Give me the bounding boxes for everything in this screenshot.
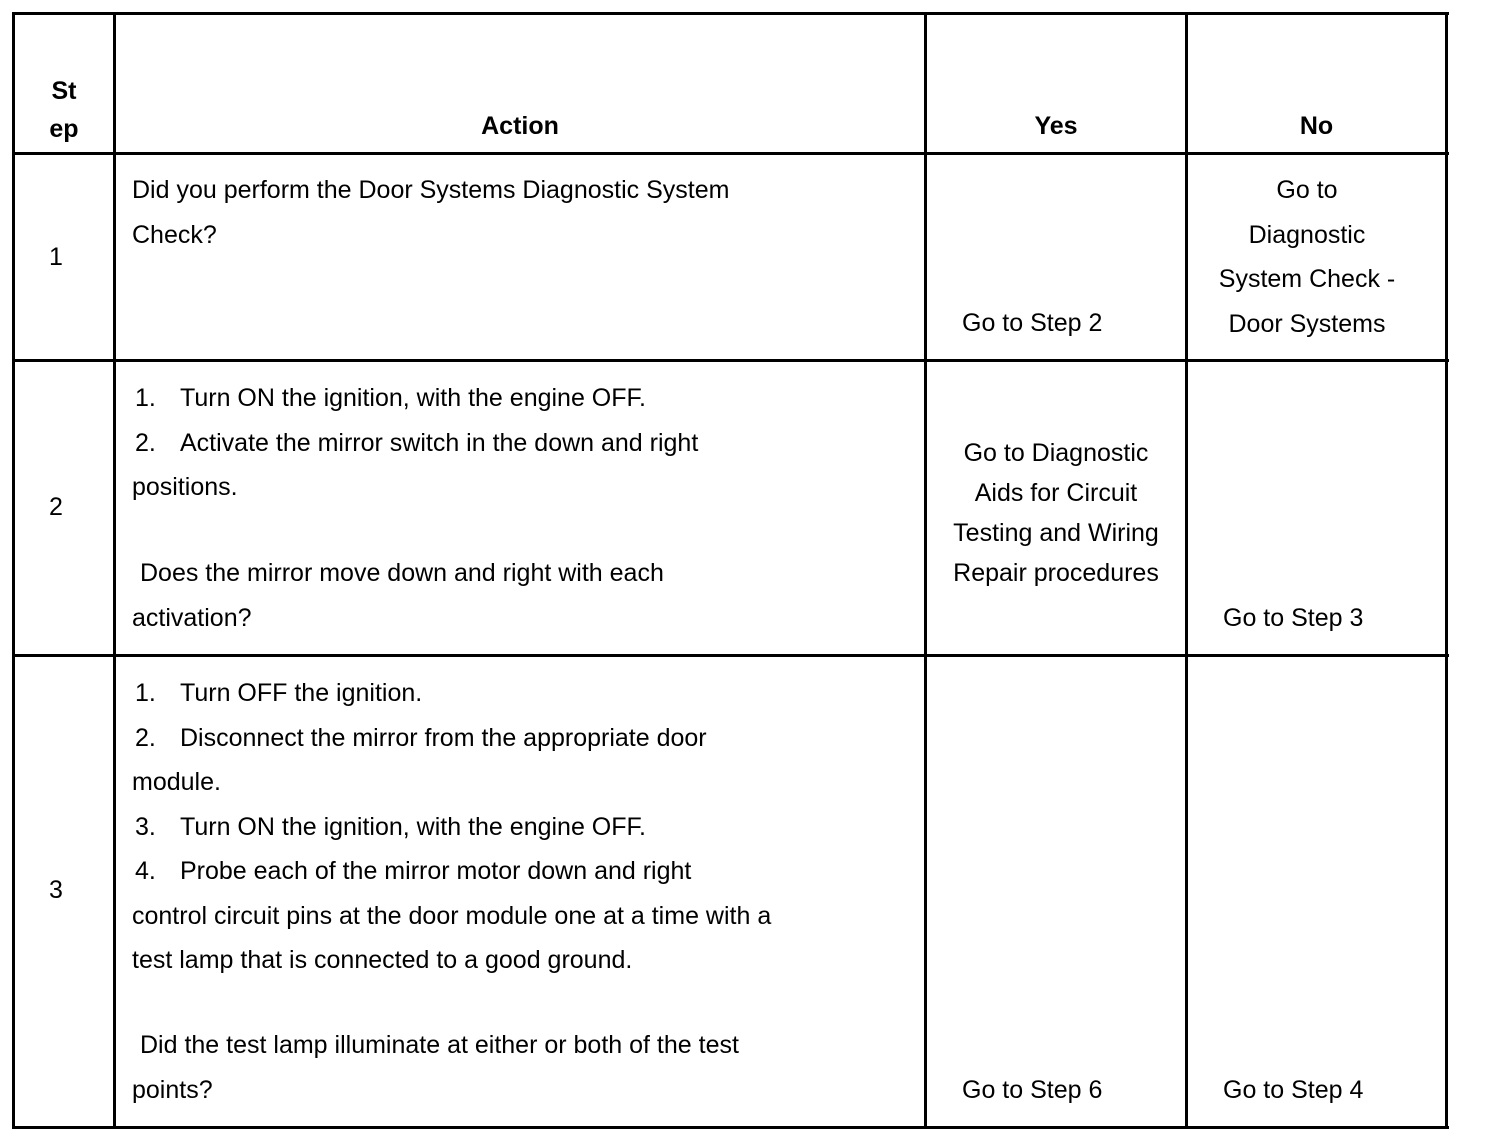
list-text: Turn OFF the ignition.: [180, 679, 423, 707]
row2-question-line: Does the mirror move down and right with each: [140, 559, 664, 587]
list-text: Activate the mirror switch in the down and right: [180, 428, 699, 457]
row3-action: [132, 671, 771, 983]
row2-step: 2: [49, 493, 63, 521]
list-number: 1.: [135, 679, 156, 707]
row1-no-line: Door Systems: [1228, 309, 1386, 338]
row2-yes-line: Go to Diagnostic: [963, 439, 1149, 467]
row3-action-continuation: test lamp that is connected to a good ground.: [132, 946, 633, 974]
table-border-right: [1445, 12, 1448, 1129]
row3-question-line: points?: [132, 1075, 213, 1104]
row-divider-1: [12, 359, 1449, 362]
row2-action: [132, 376, 698, 510]
row2-yes: [927, 433, 1185, 593]
row1-no: [1188, 168, 1426, 346]
row3-yes: Go to Step 6: [962, 1076, 1103, 1104]
row3-action-item: [132, 849, 771, 894]
row3-question-line: Did the test lamp illuminate at either or both of the test: [140, 1031, 739, 1059]
row3-action-item: [132, 671, 771, 716]
row1-action-line: Check?: [132, 220, 217, 249]
header-step-line1: St: [51, 77, 77, 105]
row1-yes: Go to Step 2: [962, 309, 1103, 337]
header-step: [15, 72, 113, 148]
list-number: 2.: [135, 723, 156, 752]
list-text: Turn ON the ignition, with the engine OFF.: [180, 812, 646, 841]
row3-action-continuation: module.: [132, 768, 221, 796]
row3-action-item: [132, 805, 771, 850]
list-number: 3.: [135, 812, 156, 841]
header-yes: Yes: [1034, 112, 1078, 140]
row3-step: 3: [49, 876, 63, 904]
row3-action-item: [132, 716, 771, 761]
list-number: 1.: [135, 384, 156, 412]
row3-no: Go to Step 4: [1223, 1076, 1364, 1104]
list-text: Disconnect the mirror from the appropriate door: [180, 723, 707, 752]
row1-no-line: Diagnostic: [1248, 220, 1366, 249]
row1-no-line: Go to: [1276, 176, 1338, 204]
row3-question: [132, 1023, 739, 1112]
row2-action-item: [132, 376, 698, 421]
header-step-line2: ep: [49, 115, 79, 143]
row3-action-continuation: control circuit pins at the door module one at a time with a: [132, 901, 772, 930]
row2-question: [132, 551, 664, 640]
row2-question-line: activation?: [132, 603, 252, 632]
row2-action-continuation: positions.: [132, 473, 238, 501]
header-action: Action: [481, 112, 559, 140]
header-divider: [12, 152, 1449, 155]
list-number: 4.: [135, 857, 156, 885]
list-text: Turn ON the ignition, with the engine OFF.: [180, 384, 646, 412]
row1-action-line: Did you perform the Door Systems Diagnostic System: [132, 176, 730, 204]
row1-action: [132, 168, 729, 257]
row2-yes-line: Aids for Circuit: [974, 479, 1138, 507]
row2-no: Go to Step 3: [1223, 604, 1364, 632]
row2-yes-line: Repair procedures: [953, 559, 1159, 587]
table-border-left: [12, 12, 15, 1129]
list-number: 2.: [135, 428, 156, 457]
row2-yes-line: Testing and Wiring: [953, 519, 1159, 547]
header-no: No: [1299, 112, 1334, 140]
list-text: Probe each of the mirror motor down and right: [180, 857, 692, 885]
row1-step: 1: [49, 243, 63, 271]
table-border-bottom: [12, 1126, 1449, 1129]
column-divider-step: [113, 12, 116, 1129]
row1-no-line: System Check -: [1218, 265, 1396, 293]
row2-action-item: [132, 421, 698, 466]
row-divider-2: [12, 654, 1449, 657]
table-border-top: [12, 12, 1449, 15]
